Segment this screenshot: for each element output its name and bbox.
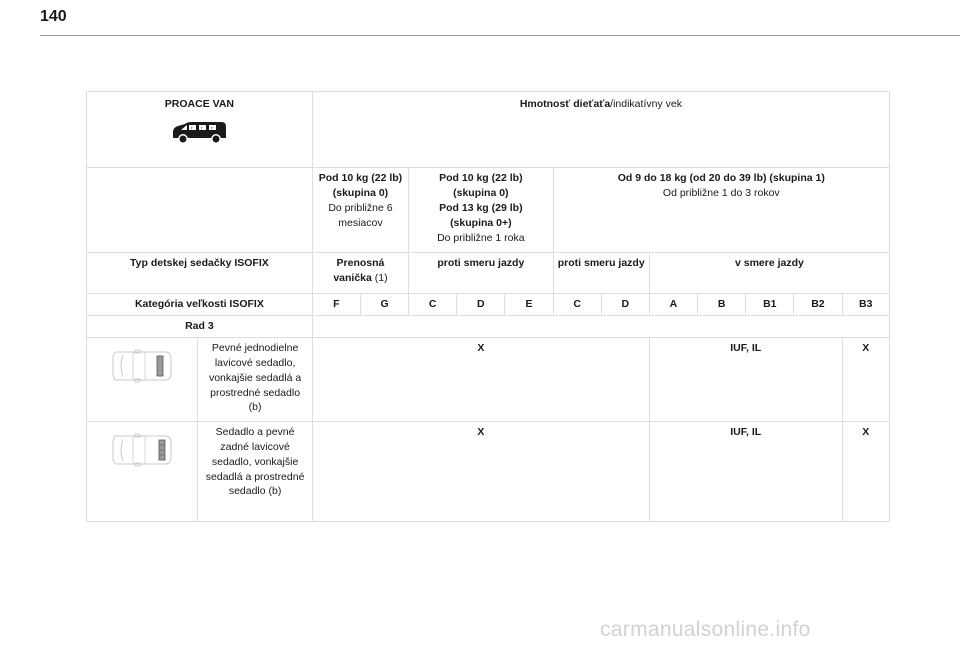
size-row bbox=[87, 294, 890, 316]
group0-b-group2: (skupina 0+) bbox=[450, 216, 512, 229]
isofix-table bbox=[86, 91, 890, 522]
size-class: B1 bbox=[746, 294, 794, 316]
b3-value: X bbox=[842, 337, 889, 421]
groups-row bbox=[87, 168, 890, 253]
group0-a-group: (skupina 0) bbox=[332, 186, 389, 199]
size-class: B3 bbox=[842, 294, 889, 316]
weight-header-cell bbox=[312, 92, 889, 168]
group0-b-weight2: Pod 13 kg (29 lb) bbox=[439, 201, 523, 214]
group0-b-weight1: Pod 10 kg (22 lb) bbox=[439, 172, 523, 184]
empty-cell bbox=[312, 315, 889, 337]
top-divider bbox=[40, 35, 960, 36]
row3-label: Rad 3 bbox=[87, 315, 313, 337]
rear-facing-cell: proti smeru jazdy bbox=[409, 253, 553, 294]
b3-value: X bbox=[842, 421, 889, 521]
group0-b-age: Do približne 1 roka bbox=[437, 231, 525, 244]
size-class: E bbox=[505, 294, 553, 316]
van-icon bbox=[170, 120, 228, 146]
rear-facing-cell-2: proti smeru jazdy bbox=[553, 253, 649, 294]
group0-a-cell bbox=[312, 168, 408, 253]
group0-a-age: Do približne 6 mesiacov bbox=[328, 201, 393, 229]
size-class: C bbox=[409, 294, 457, 316]
svg-text:r: r bbox=[191, 126, 194, 132]
svg-text:r: r bbox=[201, 126, 204, 132]
forward-facing-value: IUF, IL bbox=[649, 337, 842, 421]
group0-a-weight: Pod 10 kg (22 lb) bbox=[318, 172, 403, 184]
forward-facing-cell: v smere jazdy bbox=[649, 253, 889, 294]
type-label: Typ detskej sedačky ISOFIX bbox=[87, 253, 313, 294]
header-row bbox=[87, 92, 890, 168]
table-row bbox=[87, 421, 890, 521]
group1-age: Od približne 1 do 3 rokov bbox=[662, 186, 780, 199]
size-class: B bbox=[698, 294, 746, 316]
size-class: G bbox=[360, 294, 408, 316]
type-row bbox=[87, 253, 890, 294]
seat-description: Sedadlo a pevné zadné lavicové sedadlo, vonkajšie sedadlá a prostredné sedadlo (b) bbox=[198, 421, 312, 521]
size-label: Kategória veľkosti ISOFIX bbox=[87, 294, 313, 316]
size-class: D bbox=[457, 294, 505, 316]
page-number: 140 bbox=[40, 8, 67, 25]
rear-facing-value: X bbox=[312, 421, 649, 521]
group0-b-group1: (skupina 0) bbox=[453, 186, 509, 199]
svg-text:r: r bbox=[211, 126, 214, 132]
table-row bbox=[87, 337, 890, 421]
seat-diagram-cell bbox=[87, 421, 198, 521]
group1-cell bbox=[553, 168, 889, 253]
group0-b-cell bbox=[409, 168, 553, 253]
row3-header bbox=[87, 315, 890, 337]
group1-weight: Od 9 do 18 kg (od 20 do 39 lb) (skupina 1) bbox=[617, 172, 825, 184]
empty-cell bbox=[87, 168, 313, 253]
seat-diagram-cell bbox=[87, 337, 198, 421]
forward-facing-value: IUF, IL bbox=[649, 421, 842, 521]
size-class: C bbox=[553, 294, 601, 316]
size-class: D bbox=[601, 294, 649, 316]
size-class: A bbox=[649, 294, 697, 316]
size-class: B2 bbox=[794, 294, 842, 316]
size-class: F bbox=[312, 294, 360, 316]
carrycot-cell: Prenosná vanička (1) bbox=[312, 253, 408, 294]
rear-facing-value: X bbox=[312, 337, 649, 421]
weight-header: Hmotnosť dieťaťa/indikatívny vek bbox=[519, 98, 682, 110]
watermark: carmanualsonline.info bbox=[600, 618, 811, 641]
seat-position-icon bbox=[111, 433, 173, 467]
model-cell bbox=[87, 92, 313, 168]
seat-position-icon bbox=[111, 349, 173, 383]
seat-description: Pevné jednodielne lavicové sedadlo, vonkajšie sedadlá a prostredné sedadlo (b) bbox=[198, 337, 312, 421]
model-name: PROACE VAN bbox=[164, 98, 235, 110]
